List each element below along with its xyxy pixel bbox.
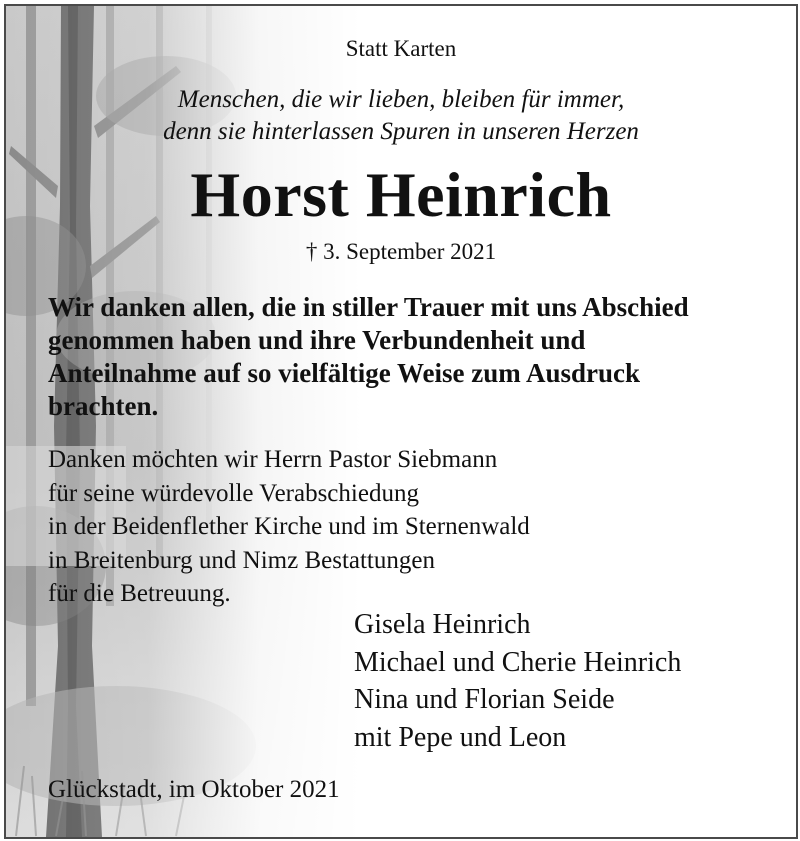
detail-line: in der Beidenflether Kirche und im Sternenwald — [48, 513, 530, 540]
family-member: Nina und Florian Seide — [354, 684, 615, 715]
thanks-line: brachten. — [48, 391, 159, 421]
family-member: mit Pepe und Leon — [354, 721, 567, 753]
acknowledgement-paragraph — [48, 443, 530, 611]
deceased-name: Horst Heinrich — [190, 159, 612, 230]
thanks-line: Wir danken allen, die in stiller Trauer mit uns Abschied — [48, 292, 689, 322]
family-member: Michael und Cherie Heinrich — [354, 646, 682, 678]
obituary-card — [4, 4, 798, 839]
detail-line: für die Betreuung. — [48, 580, 231, 607]
death-date: † 3. September 2021 — [305, 239, 497, 264]
thanks-line: Anteilnahme auf so vielfältige Weise zum Ausdruck — [48, 358, 641, 388]
notice-header: Statt Karten — [345, 36, 457, 61]
place-and-date: Glückstadt, im Oktober 2021 — [48, 776, 340, 803]
detail-line: in Breitenburg und Nimz Bestattungen — [48, 546, 435, 574]
thanks-paragraph — [48, 291, 768, 423]
detail-line: Danken möchten wir Herrn Pastor Siebmann — [48, 446, 498, 473]
family-signatures — [354, 606, 681, 756]
family-member: Gisela Heinrich — [354, 609, 531, 640]
motto-line-1: Menschen, die wir lieben, bleiben für immer, — [177, 86, 625, 113]
motto-line-2: denn sie hinterlassen Spuren in unseren Herzen — [163, 118, 639, 145]
detail-line: für seine würdevolle Verabschiedung — [48, 479, 419, 507]
thanks-line: genommen haben und ihre Verbundenheit und — [48, 325, 586, 355]
